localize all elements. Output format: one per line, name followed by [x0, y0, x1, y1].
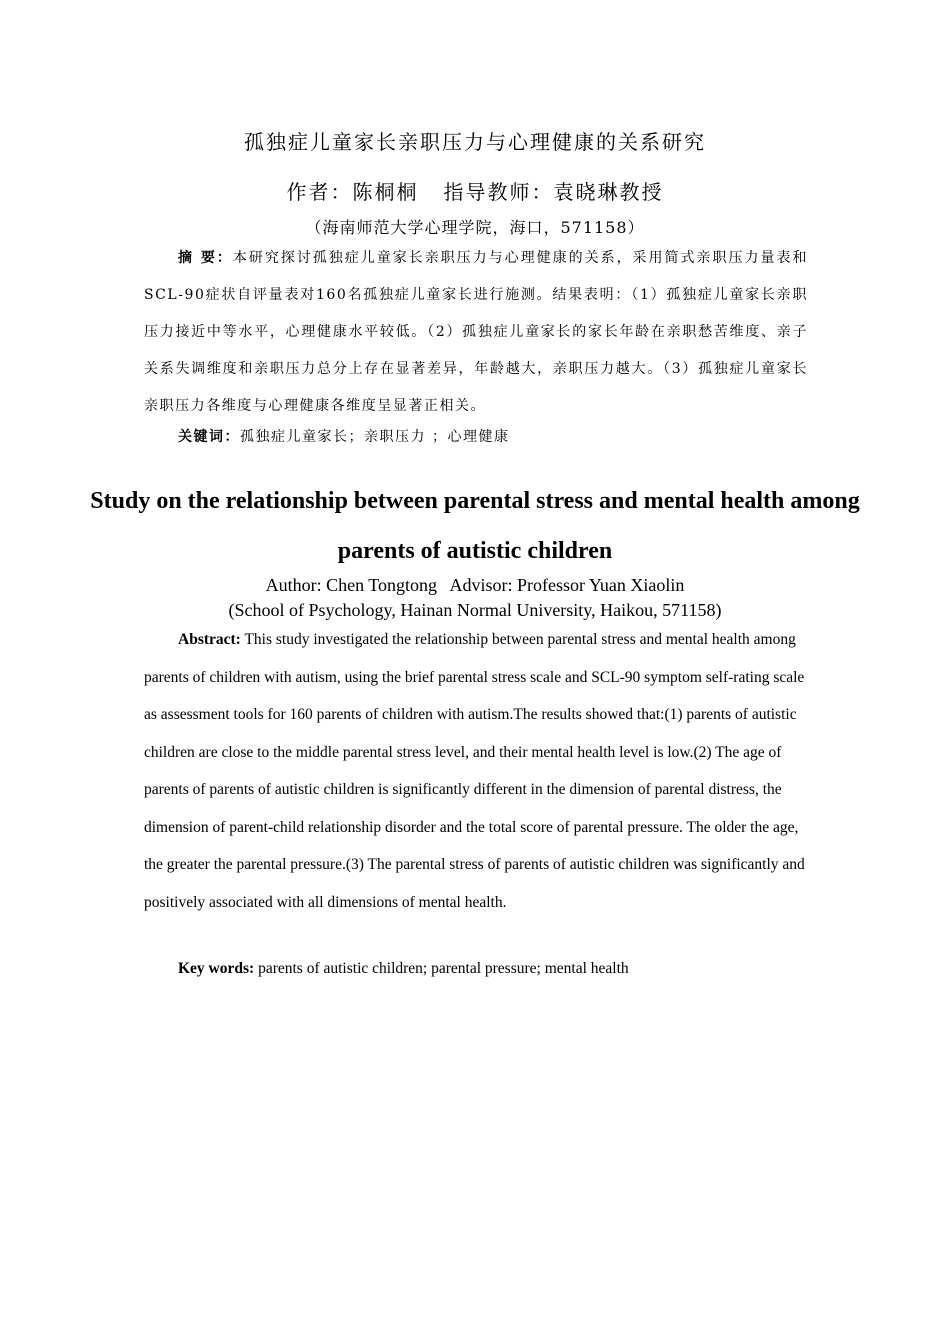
- chinese-abstract-label: 摘 要：: [178, 250, 233, 266]
- chinese-abstract: [144, 240, 808, 425]
- english-keywords-label: Key words:: [178, 960, 255, 977]
- chinese-author-line: 作者：陈桐桐 指导教师：袁晓琳教授: [286, 180, 664, 204]
- english-abstract: [144, 621, 808, 921]
- chinese-title: 孤独症儿童家长亲职压力与心理健康的关系研究: [244, 130, 706, 154]
- chinese-keywords-label: 关键词：: [178, 429, 240, 445]
- english-abstract-text: This study investigated the relationship between parental stress and mental health among parents of children with autism, using the brief parental stress scale and SCL-90 symptom self-rating scale as assessment tools for 160 parents of children with autism.The results showed that:(1) parents of autistic children are close to the middle parental stress level, and their mental health level is low.(2) The age of parents of parents of autistic children is significantly different in the dimension of parental distress, the dimension of parent-child relationship disorder and the total score of parental pressure. The older the age, the greater the parental pressure.(3) The parental stress of parents of autistic children was significantly and positively associated with all dimensions of mental health.: [144, 631, 805, 911]
- chinese-affiliation: （海南师范大学心理学院，海口，571158）: [305, 218, 645, 237]
- english-keywords: [178, 956, 808, 982]
- english-author-line: Author: Chen Tongtong Advisor: Professor Yuan Xiaolin: [265, 575, 685, 595]
- english-abstract-label: Abstract:: [178, 631, 241, 648]
- english-affiliation: (School of Psychology, Hainan Normal University, Haikou, 571158): [228, 600, 722, 620]
- english-title: Study on the relationship between parental stress and mental health among parents of autistic children: [90, 488, 860, 564]
- chinese-keywords-text: 孤独症儿童家长；亲职压力 ；心理健康: [240, 429, 510, 445]
- chinese-keywords: [178, 424, 808, 450]
- english-keywords-text: parents of autistic children; parental pressure; mental health: [258, 960, 629, 977]
- chinese-abstract-text: 本研究探讨孤独症儿童家长亲职压力与心理健康的关系，采用简式亲职压力量表和SCL-90症状自评量表对160名孤独症儿童家长进行施测。结果表明：（1）孤独症儿童家长亲职压力接近中等水平，心理健康水平较低。（2）孤独症儿童家长的家长年龄在亲职愁苦维度、亲子关系失调维度和亲职压力总分上存在显著差异，年龄越大，亲职压力越大。（3）孤独症儿童家长亲职压力各维度与心理健康各维度呈显著正相关。: [144, 250, 808, 414]
